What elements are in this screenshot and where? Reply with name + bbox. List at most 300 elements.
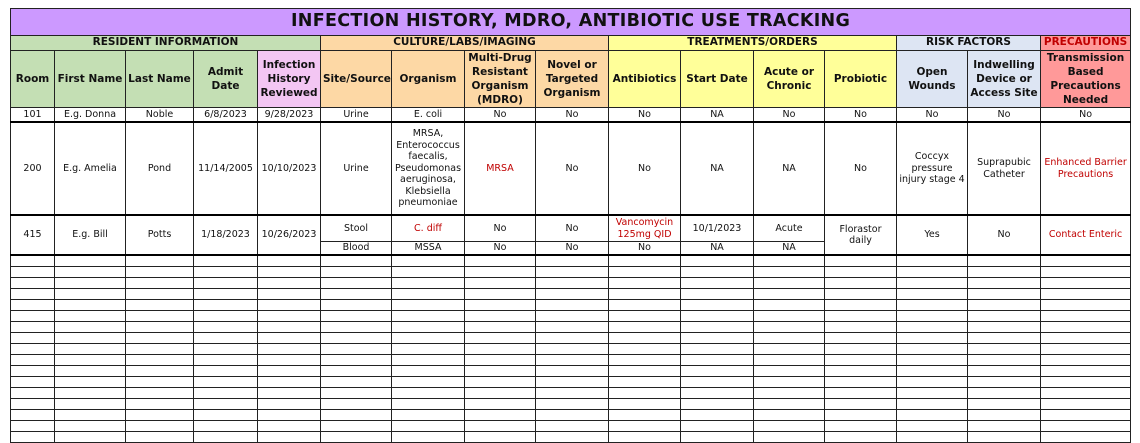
empty-cell[interactable] bbox=[11, 421, 55, 432]
empty-cell[interactable] bbox=[897, 410, 968, 421]
empty-cell[interactable] bbox=[11, 432, 55, 443]
cell-organism[interactable]: MRSA, Enterococcus faecalis, Pseudomonas aeruginosa, Klebsiella pneumoniae bbox=[392, 122, 465, 215]
empty-cell[interactable] bbox=[465, 278, 536, 289]
empty-cell[interactable] bbox=[258, 366, 321, 377]
empty-cell[interactable] bbox=[897, 388, 968, 399]
empty-cell[interactable] bbox=[55, 388, 126, 399]
empty-cell[interactable] bbox=[55, 399, 126, 410]
empty-cell[interactable] bbox=[465, 432, 536, 443]
empty-cell[interactable] bbox=[536, 355, 609, 366]
empty-cell[interactable] bbox=[55, 377, 126, 388]
empty-cell[interactable] bbox=[609, 300, 681, 311]
empty-cell[interactable] bbox=[321, 344, 392, 355]
empty-cell[interactable] bbox=[1041, 388, 1131, 399]
empty-cell[interactable] bbox=[321, 388, 392, 399]
empty-cell[interactable] bbox=[968, 267, 1041, 278]
empty-cell[interactable] bbox=[55, 410, 126, 421]
empty-cell[interactable] bbox=[392, 377, 465, 388]
empty-cell[interactable] bbox=[536, 377, 609, 388]
cell-indwelling[interactable]: No bbox=[968, 215, 1041, 255]
empty-cell[interactable] bbox=[392, 267, 465, 278]
empty-cell[interactable] bbox=[126, 355, 194, 366]
empty-cell[interactable] bbox=[825, 388, 897, 399]
cell-precautions[interactable]: No bbox=[1041, 108, 1131, 123]
empty-cell[interactable] bbox=[11, 377, 55, 388]
empty-cell[interactable] bbox=[536, 255, 609, 267]
cell-organism[interactable]: E. coli bbox=[392, 108, 465, 123]
empty-cell[interactable] bbox=[609, 322, 681, 333]
empty-cell[interactable] bbox=[194, 410, 258, 421]
empty-cell[interactable] bbox=[609, 366, 681, 377]
empty-cell[interactable] bbox=[321, 355, 392, 366]
empty-cell[interactable] bbox=[55, 311, 126, 322]
empty-cell[interactable] bbox=[681, 399, 754, 410]
empty-cell[interactable] bbox=[681, 366, 754, 377]
empty-cell[interactable] bbox=[968, 333, 1041, 344]
empty-cell[interactable] bbox=[968, 300, 1041, 311]
empty-cell[interactable] bbox=[1041, 377, 1131, 388]
empty-cell[interactable] bbox=[321, 289, 392, 300]
empty-cell[interactable] bbox=[754, 410, 825, 421]
empty-cell[interactable] bbox=[126, 255, 194, 267]
cell-room[interactable]: 200 bbox=[11, 122, 55, 215]
empty-cell[interactable] bbox=[609, 344, 681, 355]
cell-novel[interactable]: No bbox=[536, 242, 609, 256]
empty-cell[interactable] bbox=[681, 311, 754, 322]
empty-cell[interactable] bbox=[258, 377, 321, 388]
empty-cell[interactable] bbox=[465, 333, 536, 344]
empty-cell[interactable] bbox=[126, 377, 194, 388]
empty-cell[interactable] bbox=[11, 344, 55, 355]
empty-cell[interactable] bbox=[465, 300, 536, 311]
empty-cell[interactable] bbox=[258, 399, 321, 410]
empty-cell[interactable] bbox=[968, 311, 1041, 322]
empty-cell[interactable] bbox=[754, 255, 825, 267]
empty-cell[interactable] bbox=[681, 322, 754, 333]
empty-cell[interactable] bbox=[754, 311, 825, 322]
empty-cell[interactable] bbox=[126, 289, 194, 300]
empty-cell[interactable] bbox=[465, 399, 536, 410]
cell-open-wounds[interactable]: Yes bbox=[897, 215, 968, 255]
empty-cell[interactable] bbox=[55, 344, 126, 355]
empty-cell[interactable] bbox=[55, 289, 126, 300]
empty-cell[interactable] bbox=[609, 355, 681, 366]
empty-cell[interactable] bbox=[968, 366, 1041, 377]
empty-cell[interactable] bbox=[1041, 278, 1131, 289]
cell-infection-history[interactable]: 9/28/2023 bbox=[258, 108, 321, 123]
empty-cell[interactable] bbox=[11, 322, 55, 333]
empty-cell[interactable] bbox=[609, 377, 681, 388]
cell-acute-chronic[interactable]: No bbox=[754, 108, 825, 123]
cell-acute-chronic[interactable]: NA bbox=[754, 242, 825, 256]
empty-cell[interactable] bbox=[536, 311, 609, 322]
empty-cell[interactable] bbox=[126, 278, 194, 289]
cell-novel[interactable]: No bbox=[536, 122, 609, 215]
cell-acute-chronic[interactable]: NA bbox=[754, 122, 825, 215]
empty-cell[interactable] bbox=[321, 300, 392, 311]
empty-cell[interactable] bbox=[392, 322, 465, 333]
empty-cell[interactable] bbox=[536, 388, 609, 399]
empty-cell[interactable] bbox=[321, 322, 392, 333]
empty-cell[interactable] bbox=[754, 377, 825, 388]
empty-cell[interactable] bbox=[258, 289, 321, 300]
empty-cell[interactable] bbox=[754, 289, 825, 300]
cell-start-date[interactable]: 10/1/2023 bbox=[681, 215, 754, 242]
empty-cell[interactable] bbox=[258, 432, 321, 443]
empty-cell[interactable] bbox=[194, 344, 258, 355]
empty-cell[interactable] bbox=[536, 432, 609, 443]
empty-cell[interactable] bbox=[681, 355, 754, 366]
empty-cell[interactable] bbox=[897, 267, 968, 278]
empty-cell[interactable] bbox=[126, 421, 194, 432]
empty-cell[interactable] bbox=[968, 344, 1041, 355]
empty-cell[interactable] bbox=[258, 278, 321, 289]
cell-probiotic[interactable]: Florastor daily bbox=[825, 215, 897, 255]
empty-cell[interactable] bbox=[392, 255, 465, 267]
empty-cell[interactable] bbox=[1041, 421, 1131, 432]
cell-antibiotics[interactable]: No bbox=[609, 108, 681, 123]
empty-cell[interactable] bbox=[754, 344, 825, 355]
empty-cell[interactable] bbox=[825, 421, 897, 432]
empty-cell[interactable] bbox=[681, 410, 754, 421]
empty-cell[interactable] bbox=[897, 311, 968, 322]
empty-cell[interactable] bbox=[968, 278, 1041, 289]
empty-cell[interactable] bbox=[897, 278, 968, 289]
cell-open-wounds[interactable]: No bbox=[897, 108, 968, 123]
empty-cell[interactable] bbox=[1041, 344, 1131, 355]
empty-cell[interactable] bbox=[194, 267, 258, 278]
empty-cell[interactable] bbox=[11, 410, 55, 421]
empty-cell[interactable] bbox=[681, 333, 754, 344]
empty-cell[interactable] bbox=[55, 333, 126, 344]
empty-cell[interactable] bbox=[258, 300, 321, 311]
empty-cell[interactable] bbox=[392, 333, 465, 344]
empty-cell[interactable] bbox=[536, 399, 609, 410]
empty-cell[interactable] bbox=[536, 333, 609, 344]
empty-cell[interactable] bbox=[126, 267, 194, 278]
empty-cell[interactable] bbox=[194, 300, 258, 311]
empty-cell[interactable] bbox=[258, 344, 321, 355]
empty-cell[interactable] bbox=[609, 421, 681, 432]
empty-cell[interactable] bbox=[258, 322, 321, 333]
empty-cell[interactable] bbox=[897, 355, 968, 366]
empty-cell[interactable] bbox=[321, 410, 392, 421]
empty-cell[interactable] bbox=[897, 366, 968, 377]
cell-mdro[interactable]: MRSA bbox=[465, 122, 536, 215]
empty-cell[interactable] bbox=[897, 421, 968, 432]
empty-cell[interactable] bbox=[536, 322, 609, 333]
empty-cell[interactable] bbox=[11, 355, 55, 366]
empty-cell[interactable] bbox=[55, 432, 126, 443]
empty-cell[interactable] bbox=[392, 366, 465, 377]
empty-cell[interactable] bbox=[897, 333, 968, 344]
cell-last-name[interactable]: Potts bbox=[126, 215, 194, 255]
empty-cell[interactable] bbox=[194, 366, 258, 377]
empty-cell[interactable] bbox=[825, 344, 897, 355]
empty-cell[interactable] bbox=[754, 322, 825, 333]
empty-cell[interactable] bbox=[536, 267, 609, 278]
empty-cell[interactable] bbox=[609, 267, 681, 278]
empty-cell[interactable] bbox=[392, 432, 465, 443]
empty-cell[interactable] bbox=[754, 267, 825, 278]
empty-cell[interactable] bbox=[194, 377, 258, 388]
cell-first-name[interactable]: E.g. Donna bbox=[55, 108, 126, 123]
empty-cell[interactable] bbox=[465, 311, 536, 322]
empty-cell[interactable] bbox=[825, 255, 897, 267]
empty-cell[interactable] bbox=[825, 278, 897, 289]
empty-cell[interactable] bbox=[258, 355, 321, 366]
cell-precautions[interactable]: Enhanced Barrier Precautions bbox=[1041, 122, 1131, 215]
cell-novel[interactable]: No bbox=[536, 215, 609, 242]
empty-cell[interactable] bbox=[392, 410, 465, 421]
empty-cell[interactable] bbox=[968, 355, 1041, 366]
empty-cell[interactable] bbox=[897, 322, 968, 333]
empty-cell[interactable] bbox=[55, 255, 126, 267]
cell-start-date[interactable]: NA bbox=[681, 122, 754, 215]
empty-cell[interactable] bbox=[609, 255, 681, 267]
cell-admit-date[interactable]: 1/18/2023 bbox=[194, 215, 258, 255]
empty-cell[interactable] bbox=[126, 366, 194, 377]
empty-cell[interactable] bbox=[536, 410, 609, 421]
empty-cell[interactable] bbox=[321, 267, 392, 278]
empty-cell[interactable] bbox=[681, 267, 754, 278]
empty-cell[interactable] bbox=[321, 421, 392, 432]
empty-cell[interactable] bbox=[609, 432, 681, 443]
empty-cell[interactable] bbox=[194, 311, 258, 322]
empty-cell[interactable] bbox=[11, 311, 55, 322]
empty-cell[interactable] bbox=[392, 289, 465, 300]
empty-cell[interactable] bbox=[1041, 432, 1131, 443]
empty-cell[interactable] bbox=[258, 421, 321, 432]
empty-cell[interactable] bbox=[55, 355, 126, 366]
empty-cell[interactable] bbox=[825, 267, 897, 278]
cell-open-wounds[interactable]: Coccyx pressure injury stage 4 bbox=[897, 122, 968, 215]
cell-indwelling[interactable]: No bbox=[968, 108, 1041, 123]
empty-cell[interactable] bbox=[681, 432, 754, 443]
empty-cell[interactable] bbox=[465, 366, 536, 377]
empty-cell[interactable] bbox=[681, 278, 754, 289]
empty-cell[interactable] bbox=[465, 344, 536, 355]
empty-cell[interactable] bbox=[392, 311, 465, 322]
empty-cell[interactable] bbox=[11, 333, 55, 344]
empty-cell[interactable] bbox=[754, 300, 825, 311]
empty-cell[interactable] bbox=[392, 278, 465, 289]
cell-site-source[interactable]: Blood bbox=[321, 242, 392, 256]
empty-cell[interactable] bbox=[536, 278, 609, 289]
empty-cell[interactable] bbox=[194, 255, 258, 267]
empty-cell[interactable] bbox=[681, 344, 754, 355]
empty-cell[interactable] bbox=[609, 388, 681, 399]
empty-cell[interactable] bbox=[194, 322, 258, 333]
empty-cell[interactable] bbox=[1041, 289, 1131, 300]
empty-cell[interactable] bbox=[321, 255, 392, 267]
empty-cell[interactable] bbox=[194, 421, 258, 432]
empty-cell[interactable] bbox=[1041, 399, 1131, 410]
empty-cell[interactable] bbox=[258, 410, 321, 421]
empty-cell[interactable] bbox=[1041, 333, 1131, 344]
empty-cell[interactable] bbox=[321, 333, 392, 344]
empty-cell[interactable] bbox=[681, 300, 754, 311]
empty-cell[interactable] bbox=[126, 344, 194, 355]
cell-mdro[interactable]: No bbox=[465, 108, 536, 123]
empty-cell[interactable] bbox=[194, 278, 258, 289]
empty-cell[interactable] bbox=[126, 322, 194, 333]
cell-start-date[interactable]: NA bbox=[681, 108, 754, 123]
cell-admit-date[interactable]: 6/8/2023 bbox=[194, 108, 258, 123]
empty-cell[interactable] bbox=[126, 432, 194, 443]
cell-indwelling[interactable]: Suprapubic Catheter bbox=[968, 122, 1041, 215]
empty-cell[interactable] bbox=[609, 278, 681, 289]
empty-cell[interactable] bbox=[1041, 366, 1131, 377]
empty-cell[interactable] bbox=[681, 255, 754, 267]
cell-organism[interactable]: C. diff bbox=[392, 215, 465, 242]
empty-cell[interactable] bbox=[465, 255, 536, 267]
empty-cell[interactable] bbox=[825, 311, 897, 322]
empty-cell[interactable] bbox=[897, 344, 968, 355]
cell-room[interactable]: 415 bbox=[11, 215, 55, 255]
empty-cell[interactable] bbox=[609, 311, 681, 322]
empty-cell[interactable] bbox=[897, 377, 968, 388]
empty-cell[interactable] bbox=[465, 421, 536, 432]
empty-cell[interactable] bbox=[126, 300, 194, 311]
empty-cell[interactable] bbox=[609, 289, 681, 300]
empty-cell[interactable] bbox=[897, 432, 968, 443]
cell-site-source[interactable]: Urine bbox=[321, 108, 392, 123]
empty-cell[interactable] bbox=[465, 377, 536, 388]
empty-cell[interactable] bbox=[897, 255, 968, 267]
empty-cell[interactable] bbox=[536, 300, 609, 311]
empty-cell[interactable] bbox=[392, 344, 465, 355]
empty-cell[interactable] bbox=[465, 289, 536, 300]
empty-cell[interactable] bbox=[968, 399, 1041, 410]
cell-mdro[interactable]: No bbox=[465, 242, 536, 256]
cell-antibiotics[interactable]: No bbox=[609, 242, 681, 256]
empty-cell[interactable] bbox=[465, 322, 536, 333]
empty-cell[interactable] bbox=[194, 355, 258, 366]
empty-cell[interactable] bbox=[194, 399, 258, 410]
empty-cell[interactable] bbox=[825, 366, 897, 377]
empty-cell[interactable] bbox=[321, 278, 392, 289]
empty-cell[interactable] bbox=[536, 344, 609, 355]
empty-cell[interactable] bbox=[968, 410, 1041, 421]
cell-site-source[interactable]: Stool bbox=[321, 215, 392, 242]
cell-antibiotics[interactable]: Vancomycin 125mg QID bbox=[609, 215, 681, 242]
empty-cell[interactable] bbox=[11, 300, 55, 311]
empty-cell[interactable] bbox=[126, 410, 194, 421]
cell-antibiotics[interactable]: No bbox=[609, 122, 681, 215]
empty-cell[interactable] bbox=[609, 333, 681, 344]
cell-probiotic[interactable]: No bbox=[825, 108, 897, 123]
empty-cell[interactable] bbox=[1041, 322, 1131, 333]
empty-cell[interactable] bbox=[392, 300, 465, 311]
empty-cell[interactable] bbox=[754, 388, 825, 399]
empty-cell[interactable] bbox=[321, 399, 392, 410]
empty-cell[interactable] bbox=[754, 333, 825, 344]
empty-cell[interactable] bbox=[825, 399, 897, 410]
empty-cell[interactable] bbox=[465, 410, 536, 421]
empty-cell[interactable] bbox=[126, 399, 194, 410]
empty-cell[interactable] bbox=[825, 289, 897, 300]
empty-cell[interactable] bbox=[126, 311, 194, 322]
empty-cell[interactable] bbox=[1041, 300, 1131, 311]
empty-cell[interactable] bbox=[321, 432, 392, 443]
cell-organism[interactable]: MSSA bbox=[392, 242, 465, 256]
empty-cell[interactable] bbox=[194, 432, 258, 443]
empty-cell[interactable] bbox=[392, 355, 465, 366]
empty-cell[interactable] bbox=[11, 388, 55, 399]
empty-cell[interactable] bbox=[1041, 355, 1131, 366]
empty-cell[interactable] bbox=[825, 410, 897, 421]
empty-cell[interactable] bbox=[126, 333, 194, 344]
cell-last-name[interactable]: Noble bbox=[126, 108, 194, 123]
empty-cell[interactable] bbox=[55, 300, 126, 311]
empty-cell[interactable] bbox=[968, 322, 1041, 333]
empty-cell[interactable] bbox=[681, 388, 754, 399]
empty-cell[interactable] bbox=[825, 377, 897, 388]
empty-cell[interactable] bbox=[754, 355, 825, 366]
empty-cell[interactable] bbox=[11, 255, 55, 267]
empty-cell[interactable] bbox=[11, 399, 55, 410]
empty-cell[interactable] bbox=[825, 322, 897, 333]
empty-cell[interactable] bbox=[465, 388, 536, 399]
empty-cell[interactable] bbox=[465, 355, 536, 366]
empty-cell[interactable] bbox=[825, 300, 897, 311]
cell-precautions[interactable]: Contact Enteric bbox=[1041, 215, 1131, 255]
empty-cell[interactable] bbox=[754, 399, 825, 410]
empty-cell[interactable] bbox=[321, 377, 392, 388]
empty-cell[interactable] bbox=[55, 421, 126, 432]
empty-cell[interactable] bbox=[258, 311, 321, 322]
empty-cell[interactable] bbox=[609, 410, 681, 421]
cell-probiotic[interactable]: No bbox=[825, 122, 897, 215]
cell-admit-date[interactable]: 11/14/2005 bbox=[194, 122, 258, 215]
empty-cell[interactable] bbox=[825, 333, 897, 344]
empty-cell[interactable] bbox=[1041, 255, 1131, 267]
cell-first-name[interactable]: E.g. Amelia bbox=[55, 122, 126, 215]
empty-cell[interactable] bbox=[258, 333, 321, 344]
empty-cell[interactable] bbox=[55, 278, 126, 289]
empty-cell[interactable] bbox=[968, 432, 1041, 443]
cell-last-name[interactable]: Pond bbox=[126, 122, 194, 215]
cell-infection-history[interactable]: 10/10/2023 bbox=[258, 122, 321, 215]
empty-cell[interactable] bbox=[11, 278, 55, 289]
empty-cell[interactable] bbox=[392, 421, 465, 432]
empty-cell[interactable] bbox=[754, 421, 825, 432]
empty-cell[interactable] bbox=[258, 267, 321, 278]
empty-cell[interactable] bbox=[194, 388, 258, 399]
empty-cell[interactable] bbox=[968, 289, 1041, 300]
cell-start-date[interactable]: NA bbox=[681, 242, 754, 256]
empty-cell[interactable] bbox=[258, 255, 321, 267]
cell-novel[interactable]: No bbox=[536, 108, 609, 123]
empty-cell[interactable] bbox=[754, 366, 825, 377]
cell-acute-chronic[interactable]: Acute bbox=[754, 215, 825, 242]
empty-cell[interactable] bbox=[968, 388, 1041, 399]
empty-cell[interactable] bbox=[1041, 410, 1131, 421]
empty-cell[interactable] bbox=[321, 366, 392, 377]
empty-cell[interactable] bbox=[55, 366, 126, 377]
empty-cell[interactable] bbox=[126, 388, 194, 399]
cell-first-name[interactable]: E.g. Bill bbox=[55, 215, 126, 255]
empty-cell[interactable] bbox=[321, 311, 392, 322]
cell-room[interactable]: 101 bbox=[11, 108, 55, 123]
empty-cell[interactable] bbox=[968, 255, 1041, 267]
empty-cell[interactable] bbox=[536, 421, 609, 432]
empty-cell[interactable] bbox=[609, 399, 681, 410]
empty-cell[interactable] bbox=[392, 399, 465, 410]
empty-cell[interactable] bbox=[11, 366, 55, 377]
empty-cell[interactable] bbox=[1041, 267, 1131, 278]
